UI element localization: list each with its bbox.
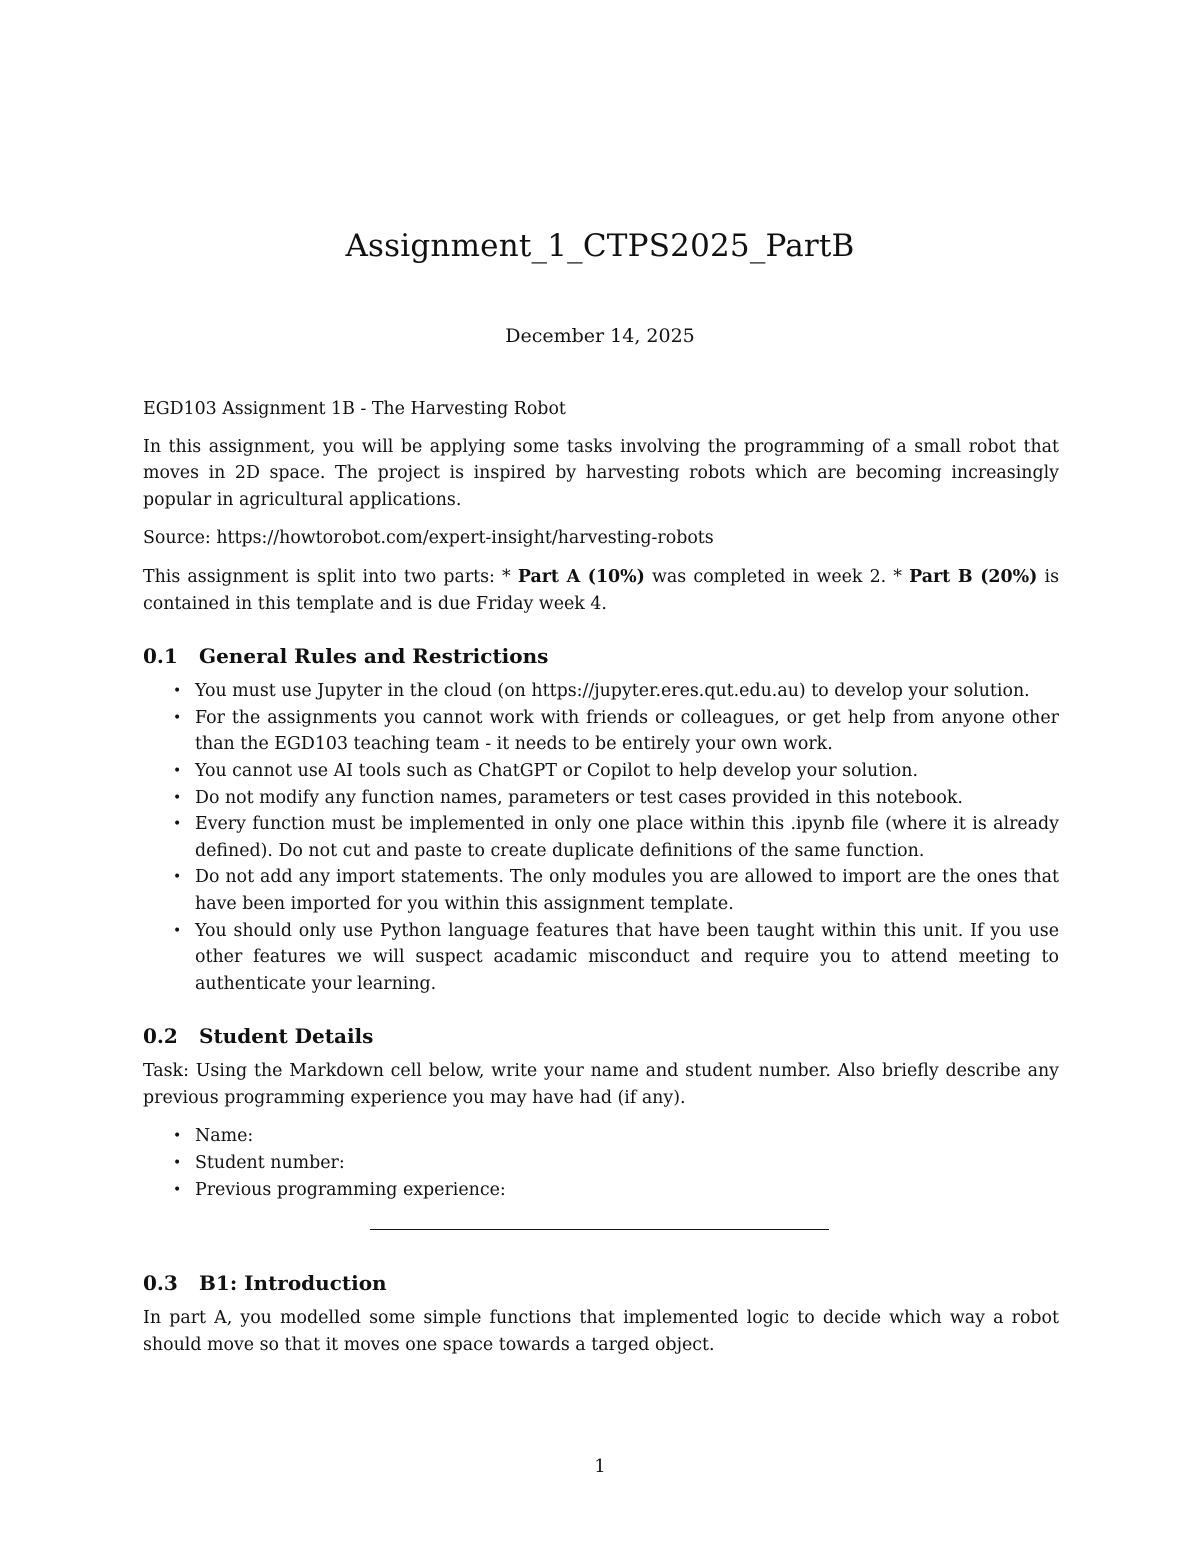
split-paragraph <box>143 564 1059 617</box>
section-heading-introduction <box>143 1270 1059 1296</box>
split-text-1: This assignment is split into two parts: * <box>143 566 518 587</box>
section-number: 0.2 <box>143 1024 178 1049</box>
list-item: • You should only use Python language features that have been taught within this unit. If you use other features we will suspect acadamic misconduct and require you to attend meeting to authenticate your learning. <box>143 918 1059 998</box>
list-item: • Previous programming experience: <box>143 1177 1059 1204</box>
split-text-3: is contained in this template and is due Friday week 4. <box>143 566 1060 614</box>
section-title: General Rules and Restrictions <box>199 644 549 669</box>
section-title: B1: Introduction <box>199 1271 387 1296</box>
list-item: • Student number: <box>143 1150 1059 1177</box>
list-item: • Name: <box>143 1123 1059 1150</box>
part-a-label: Part A (10%) <box>517 566 645 587</box>
section-heading-rules <box>143 643 1059 669</box>
list-item: • Do not modify any function names, parameters or test cases provided in this notebook. <box>143 785 1059 812</box>
source-line: Source: https://howtorobot.com/expert-insight/harvesting-robots <box>143 528 714 549</box>
part-b-label: Part B (20%) <box>909 566 1038 587</box>
list-item: • Do not add any import statements. The only modules you are allowed to import are the ones that have been imported for you within this assignment template. <box>143 864 1059 917</box>
list-item: • Every function must be implemented in only one place within this .ipynb file (where it is already defined). Do not cut and paste to create duplicate definitions of the same function. <box>143 811 1059 864</box>
section-number: 0.3 <box>143 1271 178 1296</box>
horizontal-rule <box>370 1229 829 1230</box>
introduction-paragraph: In part A, you modelled some simple functions that implemented logic to decide which way a robot should move so that it moves one space towards a targed object. <box>143 1308 1059 1355</box>
intro-paragraph: In this assignment, you will be applying some tasks involving the programming of a small robot that moves in 2D space. The project is inspired by harvesting robots which are becoming increasingly popular in agricultural applications. <box>143 436 1059 510</box>
document-body <box>143 396 1059 1370</box>
assignment-heading-line: EGD103 Assignment 1B - The Harvesting Robot <box>143 399 566 419</box>
section-number: 0.1 <box>143 644 178 669</box>
page-number: 1 <box>594 1456 606 1477</box>
document-date: December 14, 2025 <box>505 325 695 347</box>
document-title: Assignment_1_CTPS2025_PartB <box>345 228 855 264</box>
split-text-2: was completed in week 2. * <box>644 566 910 587</box>
rules-list <box>143 678 1059 997</box>
list-item: • For the assignments you cannot work with friends or colleagues, or get help from anyone other than the EGD103 teaching team - it needs to be entirely your own work. <box>143 705 1059 758</box>
student-details-list <box>143 1123 1059 1203</box>
list-item: • You must use Jupyter in the cloud (on https://jupyter.eres.qut.edu.au) to develop your solution. <box>143 678 1059 705</box>
section-heading-student <box>143 1023 1059 1049</box>
list-item: • You cannot use AI tools such as ChatGPT or Copilot to help develop your solution. <box>143 758 1059 785</box>
section-title: Student Details <box>199 1024 374 1049</box>
student-task: Task: Using the Markdown cell below, write your name and student number. Also briefly describe any previous programming experience you may have had (if any). <box>143 1061 1059 1108</box>
